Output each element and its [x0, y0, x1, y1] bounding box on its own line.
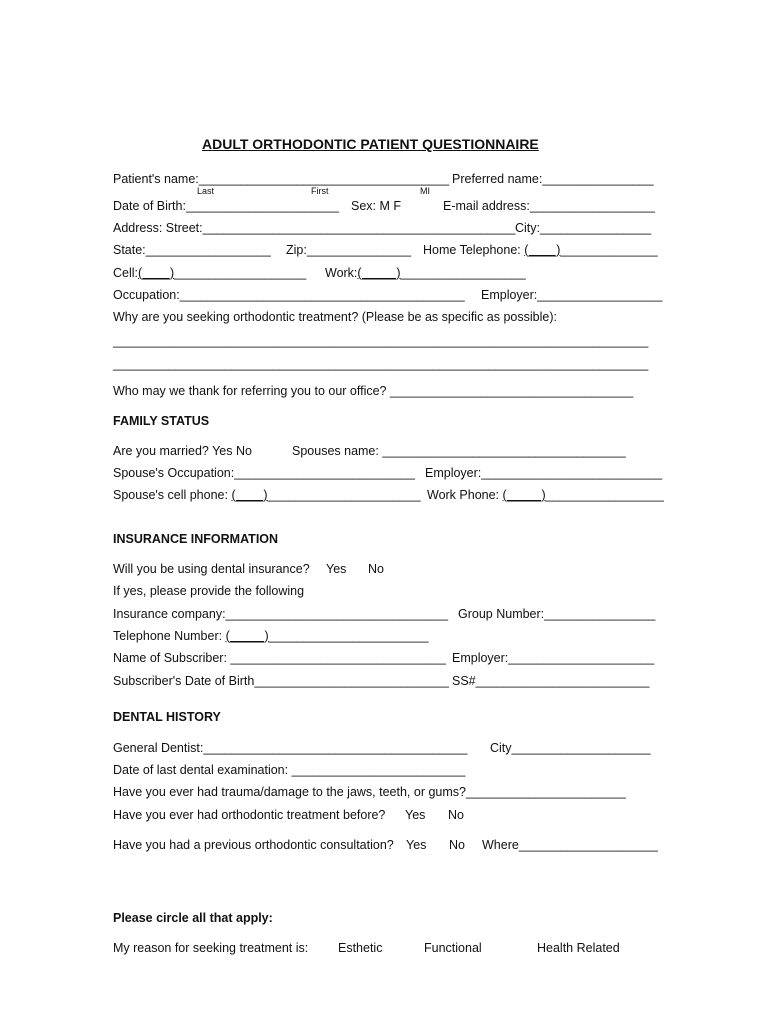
dentist-city-line[interactable]: ____________________	[511, 741, 651, 755]
insurance-telephone-area[interactable]: (_____)	[225, 629, 269, 643]
insurance-company-field[interactable]: Insurance company:________________________________	[113, 607, 449, 621]
trauma-question[interactable]	[113, 785, 626, 799]
cell-field[interactable]	[113, 266, 306, 280]
ortho-before-yes-option[interactable]: Yes	[405, 808, 426, 822]
ssn-field[interactable]: SS#_________________________	[452, 674, 650, 688]
work-field[interactable]	[325, 266, 526, 280]
reason-option-functional[interactable]: Functional	[424, 941, 482, 955]
where-line[interactable]: ____________________	[518, 838, 658, 852]
home-telephone-label: Home Telephone:	[423, 243, 525, 257]
name-first-label: First	[311, 186, 329, 196]
subscriber-dob-field[interactable]: Subscriber's Date of Birth____________________________	[113, 674, 449, 688]
zip-field[interactable]: Zip:_______________	[286, 243, 412, 257]
work-phone-label: Work Phone:	[427, 488, 503, 502]
work-label: Work:	[325, 266, 358, 280]
cell-line[interactable]: ___________________	[174, 266, 307, 280]
occupation-field[interactable]: Occupation:_________________________________________	[113, 288, 465, 302]
subscriber-name-field[interactable]: Name of Subscriber: _______________________________	[113, 651, 446, 665]
cell-area[interactable]: (____)	[138, 266, 175, 280]
insurance-question: Will you be using dental insurance?	[113, 562, 310, 576]
insurance-telephone-field[interactable]	[113, 629, 429, 643]
spouse-cell-label: Spouse's cell phone:	[113, 488, 232, 502]
home-telephone-area[interactable]: (____)	[524, 243, 561, 257]
where-label: Where	[482, 838, 519, 852]
spouse-occupation-field[interactable]: Spouse's Occupation:__________________________	[113, 466, 415, 480]
consultation-no-option[interactable]: No	[449, 838, 465, 852]
married-question[interactable]: Are you married? Yes No	[113, 444, 252, 458]
home-telephone-field[interactable]	[423, 243, 658, 257]
work-phone-line[interactable]: _________________	[545, 488, 664, 502]
family-status-heading: FAMILY STATUS	[113, 414, 210, 428]
state-field[interactable]: State:__________________	[113, 243, 271, 257]
treatment-reason-question: Why are you seeking orthodontic treatment? (Please be as specific as possible):	[113, 310, 557, 324]
referral-field[interactable]: Who may we thank for referring you to our office? ___________________________________	[113, 384, 634, 398]
work-line[interactable]: __________________	[400, 266, 526, 280]
page-title: ADULT ORTHODONTIC PATIENT QUESTIONNAIRE	[202, 136, 539, 152]
insurance-yes-option[interactable]: Yes	[326, 562, 347, 576]
insurance-heading: INSURANCE INFORMATION	[113, 532, 279, 546]
treatment-reason-label: My reason for seeking treatment is:	[113, 941, 309, 955]
city-field[interactable]: City:________________	[515, 221, 652, 235]
trauma-line[interactable]: _______________________	[465, 785, 626, 799]
spouse-employer-field[interactable]: Employer:__________________________	[425, 466, 663, 480]
general-dentist-field[interactable]: General Dentist:______________________________________	[113, 741, 468, 755]
insurance-no-option[interactable]: No	[368, 562, 384, 576]
dentist-city-label: City	[490, 741, 512, 755]
spouse-work-phone-field[interactable]	[427, 488, 664, 502]
name-mi-label: MI	[420, 186, 430, 196]
dentist-city-field[interactable]	[490, 741, 651, 755]
cell-label: Cell:	[113, 266, 139, 280]
dental-history-heading: DENTAL HISTORY	[113, 710, 221, 724]
preferred-name-field[interactable]: Preferred name:________________	[452, 172, 654, 186]
consultation-yes-option[interactable]: Yes	[406, 838, 427, 852]
treatment-reason-line-1[interactable]: _____________________________________________________________________________	[113, 334, 649, 348]
treatment-reason-line-2[interactable]: _____________________________________________________________________________	[113, 357, 649, 371]
patient-name-field[interactable]: Patient's name:____________________________________	[113, 172, 450, 186]
consultation-where-field[interactable]	[482, 838, 658, 852]
last-exam-field[interactable]: Date of last dental examination: _________________________	[113, 763, 466, 777]
street-field[interactable]: Address: Street:_____________________________________________	[113, 221, 516, 235]
insurance-telephone-line[interactable]: _______________________	[268, 629, 429, 643]
work-area[interactable]: (_____)	[357, 266, 401, 280]
spouse-cell-field[interactable]	[113, 488, 421, 502]
spouse-cell-line[interactable]: ______________________	[267, 488, 421, 502]
work-phone-area[interactable]: (_____)	[502, 488, 546, 502]
employer-field[interactable]: Employer:__________________	[481, 288, 663, 302]
spouse-cell-area[interactable]: (____)	[231, 488, 268, 502]
email-field[interactable]: E-mail address:__________________	[443, 199, 655, 213]
trauma-label: Have you ever had trauma/damage to the jaws, teeth, or gums?	[113, 785, 466, 799]
reason-option-health-related[interactable]: Health Related	[537, 941, 620, 955]
consultation-question: Have you had a previous orthodontic consultation?	[113, 838, 394, 852]
spouse-name-field[interactable]: Spouses name: ___________________________________	[292, 444, 626, 458]
insurance-if-yes-note: If yes, please provide the following	[113, 584, 305, 598]
ortho-before-no-option[interactable]: No	[448, 808, 464, 822]
sex-options[interactable]: Sex: M F	[351, 199, 402, 213]
dob-field[interactable]: Date of Birth:______________________	[113, 199, 339, 213]
name-last-label: Last	[197, 186, 215, 196]
reason-option-esthetic[interactable]: Esthetic	[338, 941, 383, 955]
subscriber-employer-field[interactable]: Employer:_____________________	[452, 651, 655, 665]
circle-all-heading: Please circle all that apply:	[113, 911, 273, 925]
group-number-field[interactable]: Group Number:________________	[458, 607, 656, 621]
insurance-telephone-label: Telephone Number:	[113, 629, 226, 643]
home-telephone-line[interactable]: ______________	[560, 243, 658, 257]
ortho-before-question: Have you ever had orthodontic treatment before?	[113, 808, 386, 822]
